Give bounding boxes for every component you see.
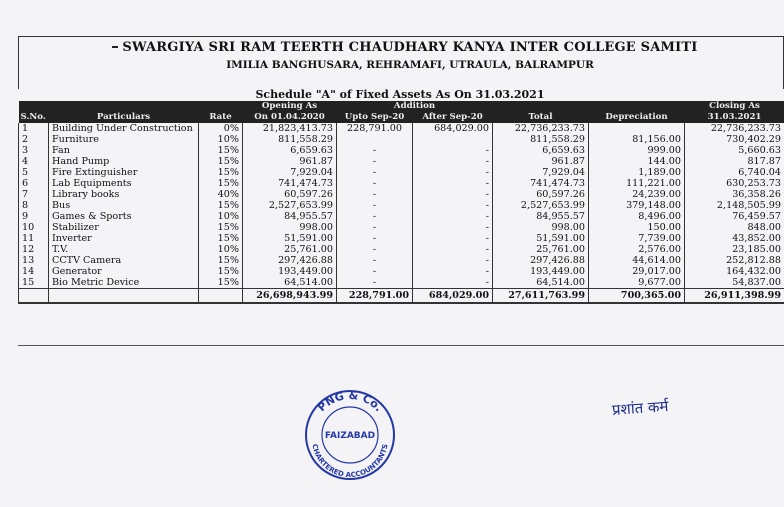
cell-closing: 730,402.29: [685, 134, 784, 145]
cell-name: Stabilizer: [49, 222, 199, 233]
cell-name: Inverter: [49, 233, 199, 244]
cell-dep: 150.00: [589, 222, 685, 233]
cell-opening: 25,761.00: [243, 244, 337, 255]
cell-after: -: [413, 156, 493, 167]
table-row: [19, 189, 784, 200]
cell-dep: 9,677.00: [589, 277, 685, 289]
table-row: [19, 244, 784, 255]
cell-closing: 252,812.88: [685, 255, 784, 266]
cell-dep: 2,576.00: [589, 244, 685, 255]
cell-upto: -: [337, 167, 413, 178]
cell-dep: 7,739.00: [589, 233, 685, 244]
cell-sno: 5: [19, 167, 49, 178]
cell-sno: 11: [19, 233, 49, 244]
table-body: [19, 123, 784, 289]
cell-closing: 630,253.73: [685, 178, 784, 189]
table-row: [19, 167, 784, 178]
stamp-top-text: PNG & Co.: [315, 388, 386, 415]
total-depreciation: 700,365.00: [589, 289, 685, 304]
cell-sno: 13: [19, 255, 49, 266]
cell-name: Bus: [49, 200, 199, 211]
col-total-label: Total: [493, 112, 589, 123]
stamp-center-text: FAIZABAD: [324, 431, 376, 441]
cell-upto: 228,791.00: [337, 123, 413, 134]
cell-closing: 848.00: [685, 222, 784, 233]
cell-sno: 15: [19, 277, 49, 289]
cell-closing: 6,740.04: [685, 167, 784, 178]
table-row: [19, 277, 784, 289]
cell-after: -: [413, 178, 493, 189]
cell-opening: 64,514.00: [243, 277, 337, 289]
cell-sno: 4: [19, 156, 49, 167]
col-addition: Addition: [337, 101, 493, 112]
header-row-1: [19, 101, 784, 112]
cell-opening: 811,558.29: [243, 134, 337, 145]
total-after: 684,029.00: [413, 289, 493, 304]
org-title: SWARGIYA SRI RAM TEERTH CHAUDHARY KANYA INTER COLLEGE SAMITI: [122, 40, 698, 55]
cell-name: Furniture: [49, 134, 199, 145]
cell-total: 6,659.63: [493, 145, 589, 156]
col-rate-label: Rate: [199, 112, 243, 123]
cell-opening: 193,449.00: [243, 266, 337, 277]
schedule-title: Schedule "A" of Fixed Assets As On 31.03.2021: [255, 88, 545, 101]
cell-total: 25,761.00: [493, 244, 589, 255]
cell-rate: 10%: [199, 211, 243, 222]
cell-total: 811,558.29: [493, 134, 589, 145]
cell-sno: 12: [19, 244, 49, 255]
cell-name: T.V.: [49, 244, 199, 255]
cell-dep: 999.00: [589, 145, 685, 156]
cell-opening: 51,591.00: [243, 233, 337, 244]
cell-closing: 2,148,505.99: [685, 200, 784, 211]
cell-after: -: [413, 277, 493, 289]
col-total: [493, 101, 589, 112]
col-opening-line2: On 01.04.2020: [243, 112, 337, 123]
cell-name: Bio Metric Device: [49, 277, 199, 289]
col-depreciation-label: Depreciation: [589, 112, 685, 123]
cell-after: -: [413, 145, 493, 156]
total-upto: 228,791.00: [337, 289, 413, 304]
cell-name: Fire Extinguisher: [49, 167, 199, 178]
cell-after: -: [413, 167, 493, 178]
col-particulars-label: Particulars: [49, 112, 199, 123]
cell-rate: 10%: [199, 244, 243, 255]
stamp-bottom-text: CHARTERED ACCOUNTANTS: [310, 443, 390, 480]
cell-opening: 297,426.88: [243, 255, 337, 266]
total-total: 27,611,763.99: [493, 289, 589, 304]
table-row: [19, 211, 784, 222]
cell-dep: 29,017.00: [589, 266, 685, 277]
cell-after: 684,029.00: [413, 123, 493, 134]
fixed-assets-table: [18, 101, 784, 304]
cell-total: 998.00: [493, 222, 589, 233]
cell-dep: 81,156.00: [589, 134, 685, 145]
cell-total: 297,426.88: [493, 255, 589, 266]
cell-sno: 10: [19, 222, 49, 233]
cell-opening: 60,597.26: [243, 189, 337, 200]
cell-rate: 40%: [199, 189, 243, 200]
cell-name: Hand Pump: [49, 156, 199, 167]
cell-name: Lab Equipments: [49, 178, 199, 189]
cell-name: Generator: [49, 266, 199, 277]
cell-total: 2,527,653.99: [493, 200, 589, 211]
cell-rate: 15%: [199, 178, 243, 189]
cell-dep: 379,148.00: [589, 200, 685, 211]
cell-dep: 44,614.00: [589, 255, 685, 266]
cell-upto: -: [337, 211, 413, 222]
cell-opening: 7,929.04: [243, 167, 337, 178]
cell-rate: 15%: [199, 233, 243, 244]
cell-dep: 24,239.00: [589, 189, 685, 200]
cell-dep: 111,221.00: [589, 178, 685, 189]
cell-upto: -: [337, 222, 413, 233]
cell-name: CCTV Camera: [49, 255, 199, 266]
cell-closing: 76,459.57: [685, 211, 784, 222]
cell-opening: 741,474.73: [243, 178, 337, 189]
cell-after: -: [413, 222, 493, 233]
col-sno: [19, 101, 49, 112]
cell-upto: [337, 134, 413, 145]
cell-upto: -: [337, 178, 413, 189]
auditor-stamp: [300, 383, 400, 483]
cell-total: 961.87: [493, 156, 589, 167]
cell-total: 193,449.00: [493, 266, 589, 277]
table-row: [19, 222, 784, 233]
cell-after: -: [413, 266, 493, 277]
cell-after: -: [413, 200, 493, 211]
cell-after: -: [413, 244, 493, 255]
col-after-label: After Sep-20: [413, 112, 493, 123]
table-row: [19, 145, 784, 156]
cell-sno: 1: [19, 123, 49, 134]
cell-name: Fan: [49, 145, 199, 156]
table-row: [19, 134, 784, 145]
cell-after: -: [413, 255, 493, 266]
cell-upto: -: [337, 200, 413, 211]
cell-dep: 8,496.00: [589, 211, 685, 222]
cell-sno: 9: [19, 211, 49, 222]
table-row: [19, 123, 784, 134]
col-upto-label: Upto Sep-20: [337, 112, 413, 123]
cell-sno: 6: [19, 178, 49, 189]
org-address: IMILIA BANGHUSARA, REHRAMAFI, UTRAULA, BALRAMPUR: [226, 59, 594, 71]
cell-rate: 15%: [199, 167, 243, 178]
table-row: [19, 233, 784, 244]
col-opening-line1: Opening As: [243, 101, 337, 112]
cell-total: 64,514.00: [493, 277, 589, 289]
cell-closing: 23,185.00: [685, 244, 784, 255]
header-row-2: [19, 112, 784, 123]
cell-after: -: [413, 233, 493, 244]
handwritten-signature: प्रशांत कर्म: [611, 397, 669, 419]
cell-upto: -: [337, 145, 413, 156]
cell-after: -: [413, 211, 493, 222]
cell-rate: 15%: [199, 156, 243, 167]
cell-rate: 0%: [199, 123, 243, 134]
bottom-rule: [18, 345, 784, 346]
cell-rate: 15%: [199, 145, 243, 156]
table-row: [19, 255, 784, 266]
cell-upto: -: [337, 189, 413, 200]
cell-name: Library books: [49, 189, 199, 200]
totals-row: [19, 289, 784, 304]
cell-closing: 817.87: [685, 156, 784, 167]
cell-closing: 5,660.63: [685, 145, 784, 156]
cell-sno: 3: [19, 145, 49, 156]
cell-opening: 961.87: [243, 156, 337, 167]
cell-upto: -: [337, 277, 413, 289]
cell-upto: -: [337, 266, 413, 277]
col-particulars: [49, 101, 199, 112]
cell-upto: -: [337, 233, 413, 244]
table-row: [19, 266, 784, 277]
cell-closing: 43,852.00: [685, 233, 784, 244]
cell-rate: 15%: [199, 222, 243, 233]
cell-opening: 998.00: [243, 222, 337, 233]
col-rate: [199, 101, 243, 112]
cell-total: 51,591.00: [493, 233, 589, 244]
cell-rate: 10%: [199, 134, 243, 145]
table-row: [19, 156, 784, 167]
cell-rate: 15%: [199, 266, 243, 277]
cell-opening: 2,527,653.99: [243, 200, 337, 211]
cell-total: 7,929.04: [493, 167, 589, 178]
cell-total: 22,736,233.73: [493, 123, 589, 134]
col-sno-label: S.No.: [19, 112, 49, 123]
cell-closing: 22,736,233.73: [685, 123, 784, 134]
cell-opening: 6,659.63: [243, 145, 337, 156]
cell-upto: -: [337, 255, 413, 266]
cell-dep: [589, 123, 685, 134]
col-closing-line2: 31.03.2021: [685, 112, 784, 123]
cell-opening: 21,823,413.73: [243, 123, 337, 134]
cell-total: 84,955.57: [493, 211, 589, 222]
cell-after: -: [413, 189, 493, 200]
table-row: [19, 200, 784, 211]
cell-dep: 1,189.00: [589, 167, 685, 178]
cell-total: 741,474.73: [493, 178, 589, 189]
total-opening: 26,698,943.99: [243, 289, 337, 304]
col-closing-line1: Closing As: [685, 101, 784, 112]
total-closing: 26,911,398.99: [685, 289, 784, 304]
cell-name: Building Under Construction: [49, 123, 199, 134]
cell-rate: 15%: [199, 255, 243, 266]
cell-rate: 15%: [199, 200, 243, 211]
cell-rate: 15%: [199, 277, 243, 289]
cell-sno: 7: [19, 189, 49, 200]
cell-closing: 164,432.00: [685, 266, 784, 277]
cell-sno: 2: [19, 134, 49, 145]
cell-after: [413, 134, 493, 145]
cell-total: 60,597.26: [493, 189, 589, 200]
cell-closing: 36,358.26: [685, 189, 784, 200]
cell-opening: 84,955.57: [243, 211, 337, 222]
cell-closing: 54,837.00: [685, 277, 784, 289]
cell-sno: 14: [19, 266, 49, 277]
cell-name: Games & Sports: [49, 211, 199, 222]
cell-upto: -: [337, 244, 413, 255]
col-depreciation: [589, 101, 685, 112]
cell-upto: -: [337, 156, 413, 167]
cell-dep: 144.00: [589, 156, 685, 167]
cell-sno: 8: [19, 200, 49, 211]
table-row: [19, 178, 784, 189]
